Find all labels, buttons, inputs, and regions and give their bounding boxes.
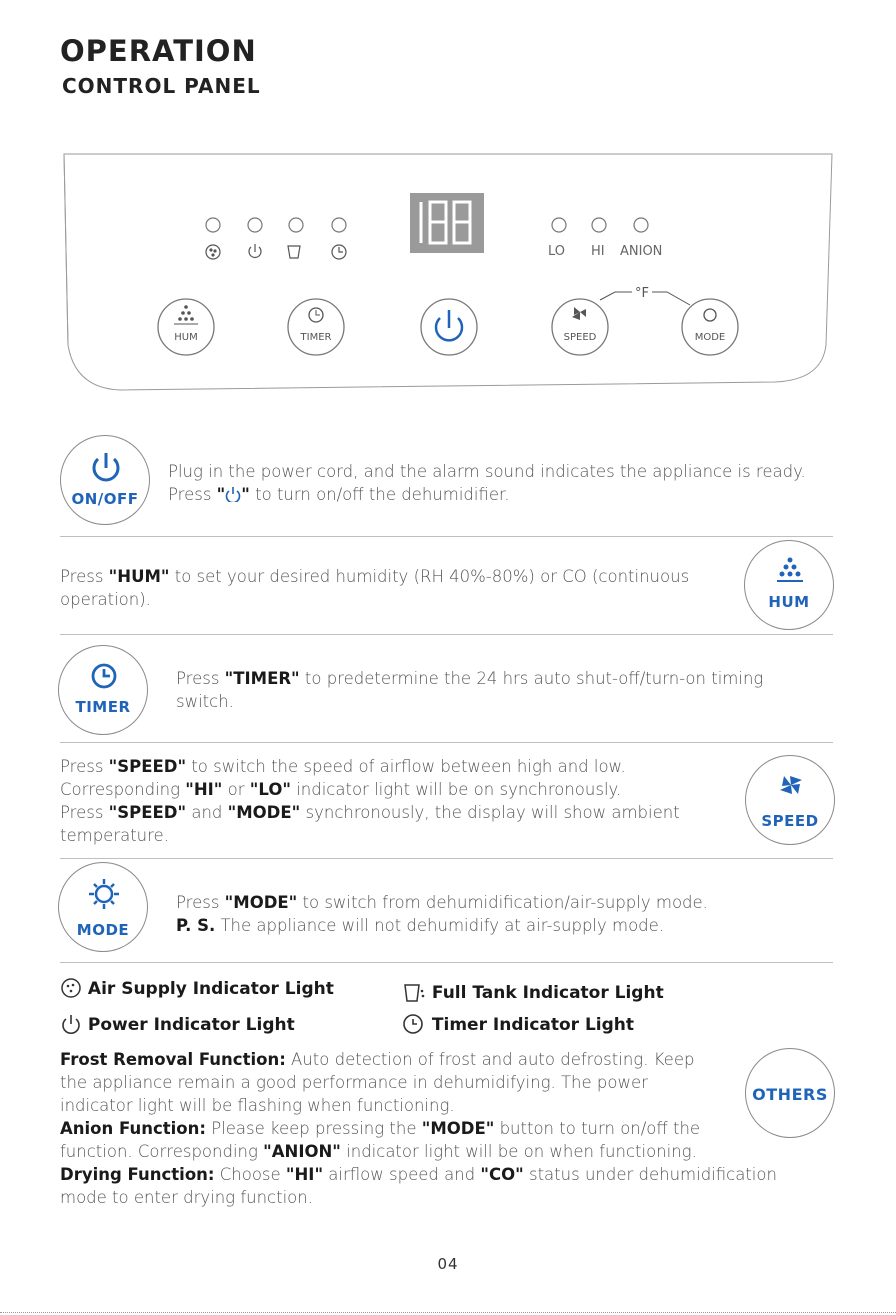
legend-air-supply: Air Supply Indicator Light (60, 977, 334, 999)
onoff-line2: Press " " to turn on/off the dehumidifier. (168, 485, 510, 504)
hum-label: HUM (768, 593, 810, 611)
air-supply-icon (60, 977, 82, 999)
air-supply-led (206, 218, 220, 232)
speed-label: SPEED (761, 812, 819, 830)
full-tank-icon (402, 981, 426, 1003)
hi-led (592, 218, 606, 232)
timer-badge (58, 645, 148, 735)
onoff-label: ON/OFF (71, 490, 139, 508)
mode-icon (87, 877, 121, 911)
anion-label: ANION (620, 244, 663, 259)
temp-unit-label: °F (635, 286, 649, 301)
others-text: Frost Removal Function: Auto detection of frost and auto defrosting. Keep the appliance remain a good performance in dehumidifying. The power indicator light will be flashing when functioning. Anion Function: Please keep pressing the "MODE" button to turn on/off the function. Corresponding "ANION" indicator light will be on when functioning. Drying Function: Choose "HI" airflow speed and "CO" status under dehumidification mode to enter drying function. (60, 1050, 777, 1207)
hum-text: Press "HUM" to set your desired humidity (RH 40%-80%) or CO (continuous operation). (60, 567, 690, 609)
page-title: OPERATION (60, 34, 257, 68)
mode-text: Press "MODE" to switch from dehumidification/air-supply mode. P. S. The appliance will not dehumidify at air-supply mode. (176, 893, 708, 935)
onoff-badge (60, 435, 150, 525)
droplets-icon (775, 555, 805, 585)
page-bottom-border (0, 1312, 896, 1314)
divider (60, 962, 833, 963)
timer-text: Press "TIMER" to predetermine the 24 hrs auto shut-off/turn-on timing switch. (176, 669, 764, 711)
divider (60, 742, 833, 743)
power-icon (60, 1013, 82, 1035)
timer-led (332, 218, 346, 232)
onoff-line1: Plug in the power cord, and the alarm sound indicates the appliance is ready. (168, 462, 806, 481)
legend-power: Power Indicator Light (60, 1013, 295, 1035)
others-label: OTHERS (752, 1085, 828, 1104)
page-number: 04 (437, 1255, 459, 1273)
mode-button-label: MODE (694, 332, 726, 343)
onoff-text (168, 460, 806, 506)
divider (60, 858, 833, 859)
lo-label: LO (548, 244, 566, 259)
speed-text: Press "SPEED" to switch the speed of airflow between high and low. Corresponding "HI" or "LO" indicator light will be on synchronously. Press "SPEED" and "MODE" synchronously, the display will show ambient temperature. (60, 757, 680, 845)
power-icon (225, 486, 241, 502)
page-subtitle: CONTROL PANEL (62, 74, 261, 98)
hum-badge (744, 540, 834, 630)
control-panel-diagram (0, 140, 896, 410)
power-icon (90, 450, 122, 484)
speed-button (552, 299, 608, 355)
divider (60, 634, 833, 635)
mode-button (682, 299, 738, 355)
timer-label: TIMER (75, 698, 131, 716)
speed-badge (745, 755, 835, 845)
mode-label: MODE (76, 921, 130, 939)
legend-timer: Timer Indicator Light (402, 1013, 634, 1035)
air-supply-icon (206, 245, 220, 259)
speed-button-label: SPEED (563, 332, 597, 343)
lo-led (552, 218, 566, 232)
timer-icon (402, 1013, 426, 1035)
legend-full-tank: Full Tank Indicator Light (402, 981, 664, 1003)
others-badge (745, 1048, 835, 1138)
mode-badge (58, 862, 148, 952)
timer-icon (90, 662, 118, 690)
divider (60, 536, 833, 537)
hum-button-label: HUM (174, 332, 198, 343)
hi-label: HI (591, 244, 605, 259)
fan-icon (776, 768, 806, 802)
full-tank-icon (288, 246, 300, 258)
power-led (248, 218, 262, 232)
anion-led (634, 218, 648, 232)
full-tank-led (289, 218, 303, 232)
timer-button-label: TIMER (300, 332, 332, 343)
